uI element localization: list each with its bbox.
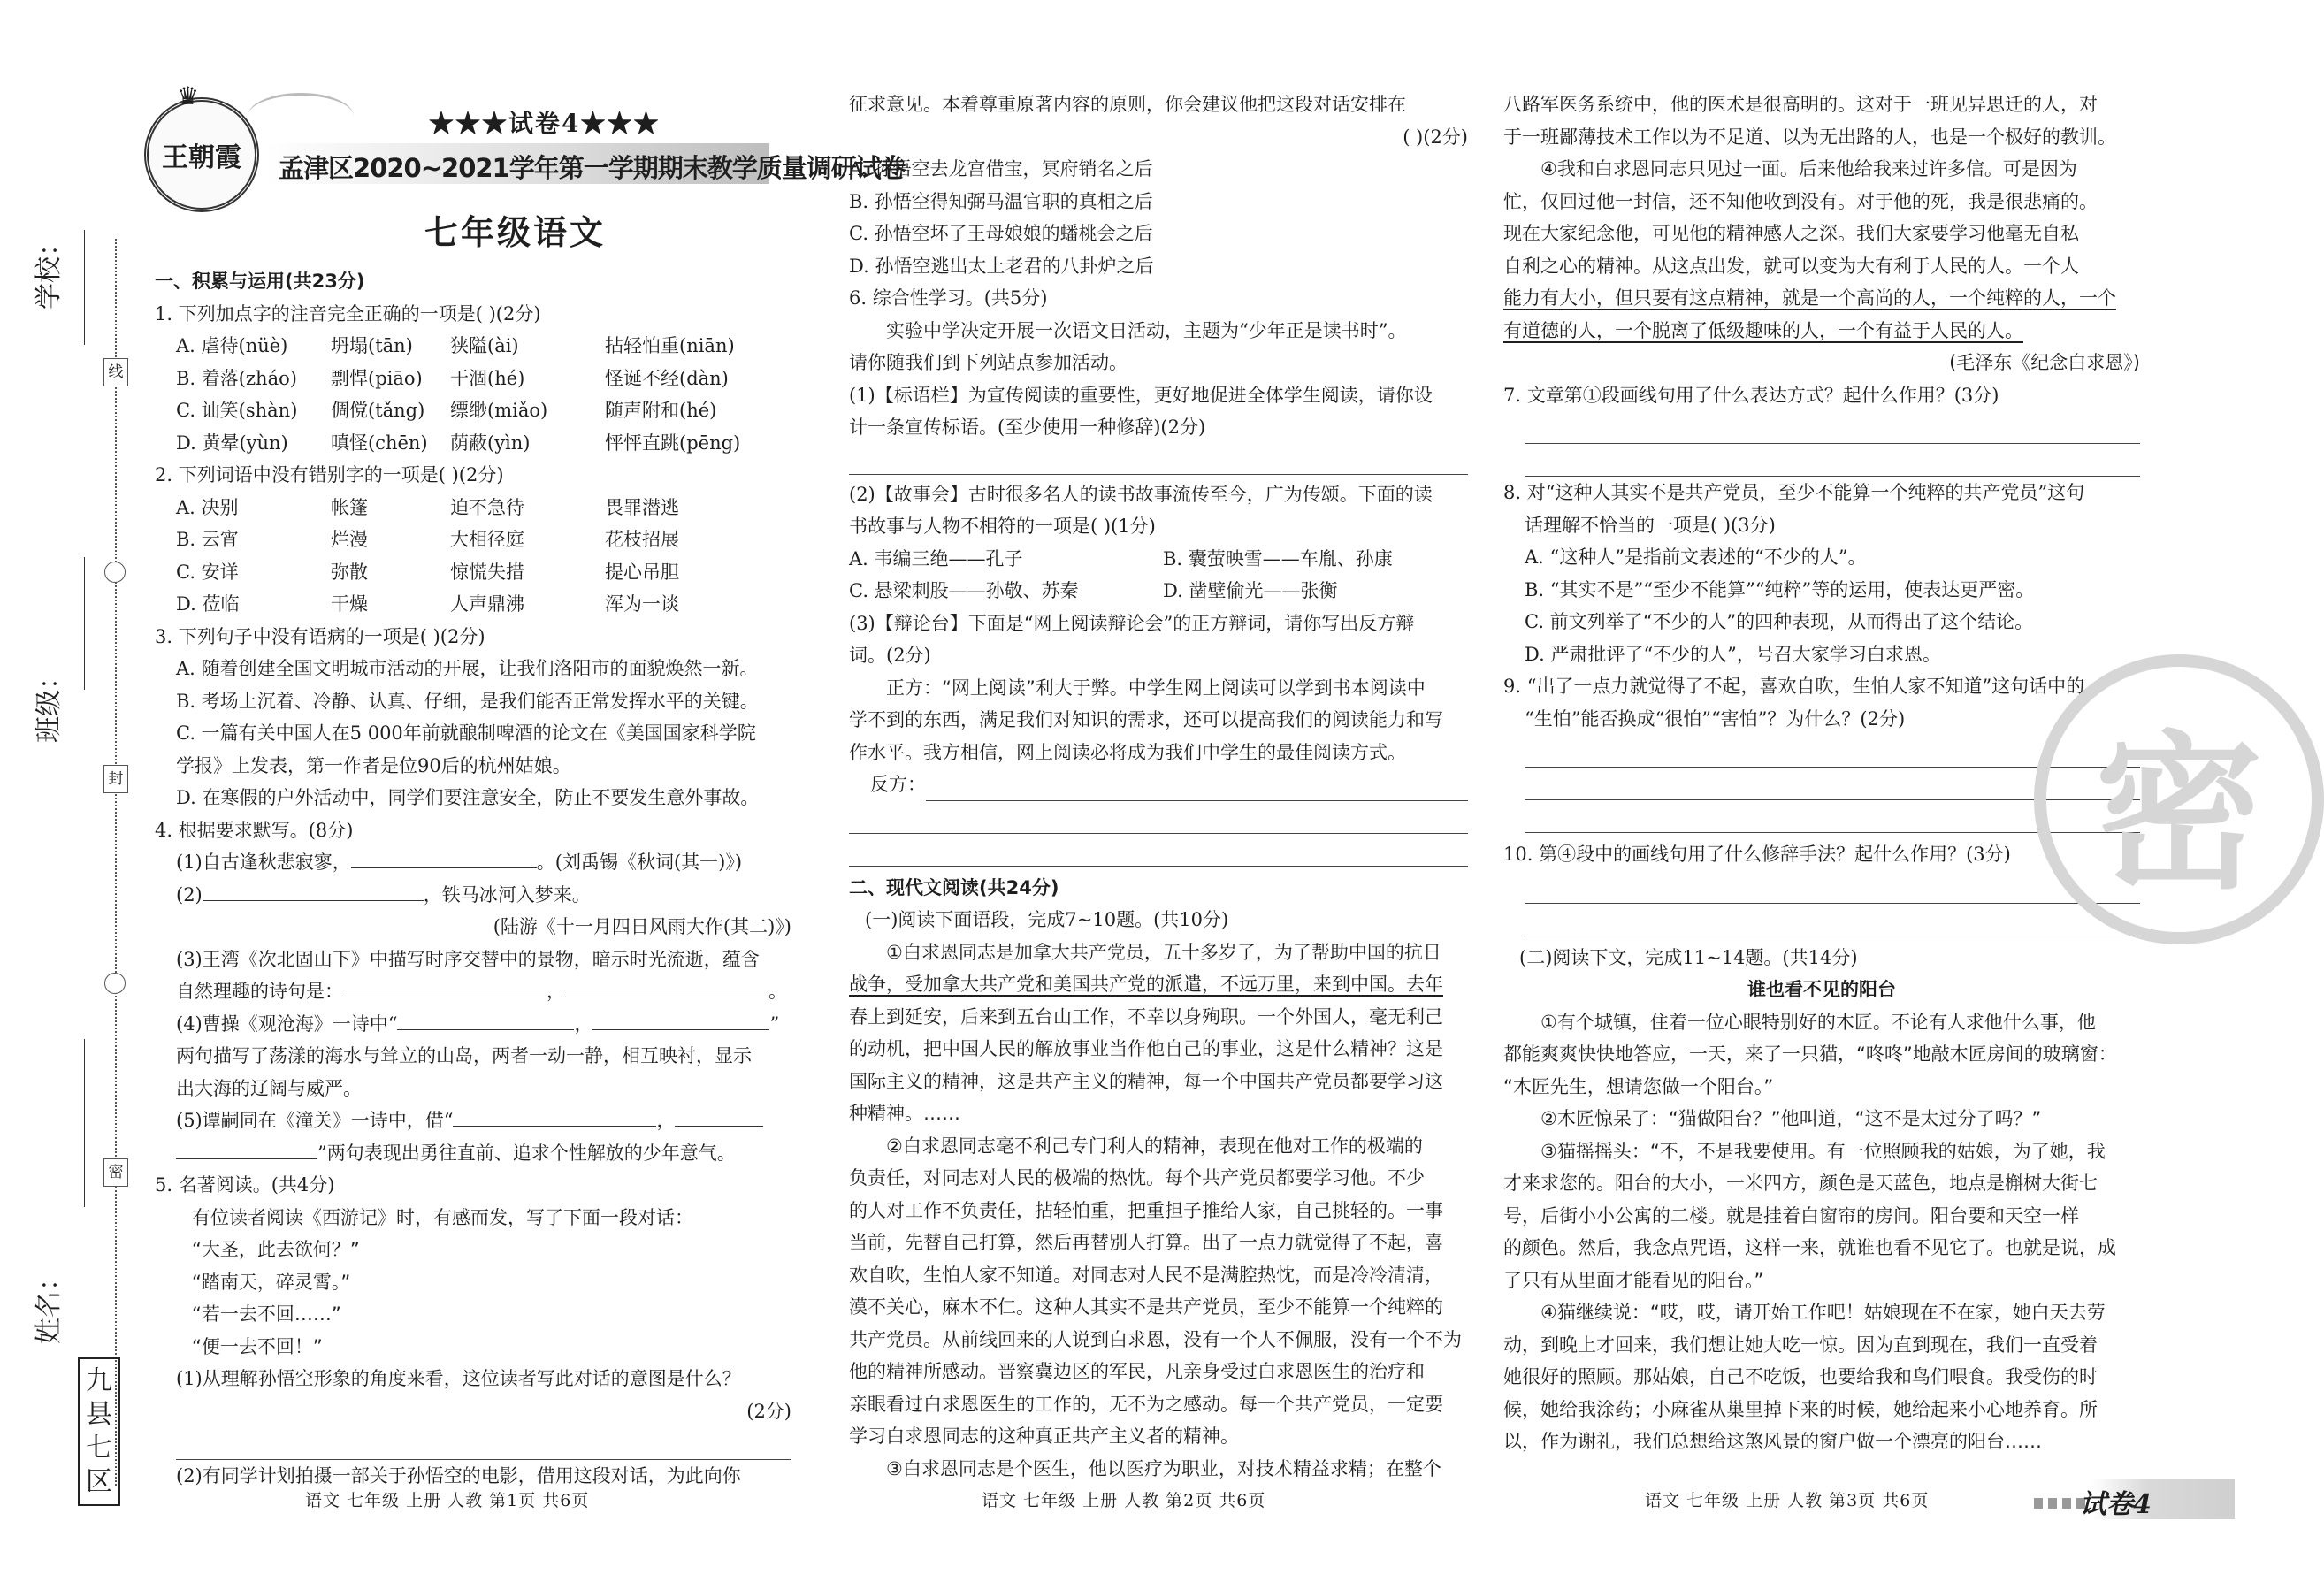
subject-title: 七年级语文 (424, 213, 607, 252)
footer-tag: 试卷4 (2080, 1489, 2152, 1520)
logo (144, 97, 259, 212)
q5-dialog-2: “踏南天，碎灵霄。” (192, 1271, 351, 1293)
q1-option-cell: 倜傥(tǎng) (331, 400, 425, 421)
q7-answer-line-2[interactable] (1525, 444, 2140, 477)
q1-option-cell: C. 讪笑(shàn) (176, 400, 298, 421)
q2-option-cell: 惊慌失措 (450, 561, 524, 583)
binding-mark-xian: 线 (103, 358, 128, 386)
q1-option-cell: 怪诞不经(dàn) (605, 367, 729, 389)
reading-1-para-2-line: 学习白求恩同志的这种真正共产主义者的精神。 (849, 1425, 1239, 1447)
exam-title: 孟津区2020~2021学年第一学期期末教学质量调研试卷 (279, 153, 906, 183)
q6-2-option[interactable]: A. 韦编三绝——孔子 (849, 547, 1023, 569)
q4-4-blank-2[interactable] (592, 1010, 769, 1030)
q5-1-question: (1)从理解孙悟空形象的角度来看，这位读者写此对话的意图是什么？ (176, 1368, 741, 1389)
reading-1-para-4-line: 现在大家纪念他，可见他的精神感人之深。我们大家要学习他毫无自私 (1503, 223, 2079, 244)
reading-1-para-3-cont (1503, 88, 2140, 153)
q4-1-source: 。(刘禹锡《秋词(其一)》) (536, 852, 743, 873)
footer-page-3: 语文 七年级 上册 人教 第3页 共6页 (1645, 1491, 1930, 1510)
debate-negative-answer[interactable] (926, 777, 1468, 801)
logo-text: 王朝霞 (162, 142, 241, 173)
q1-option-cell: 荫蔽(yìn) (450, 432, 531, 454)
q2-options (155, 492, 791, 621)
q6-2-option[interactable]: B. 囊萤映雪——车胤、孙康 (1163, 547, 1393, 569)
column-2 (849, 88, 1468, 1485)
reading-2-para-3 (1503, 1135, 2140, 1297)
q1-option-cell: 随声附和(hé) (605, 400, 717, 421)
reading-1-intro: (一)阅读下面语段，完成7~10题。(共10分) (865, 909, 1229, 930)
reading-1-para-1-line: 国际主义的精神，这是共产主义的精神，每一个中国共产党员都要学习这 (849, 1070, 1443, 1092)
reading-1-para-4 (1503, 153, 2140, 347)
q5-1-score: (2分) (746, 1400, 791, 1422)
q4-4-comma: ， (574, 1013, 593, 1035)
q10-answer-line-1[interactable] (1525, 871, 2140, 904)
reading-2-para-4-line: 动，到晚上才回来，我们想让她大吃一惊。因为直到现在，我们一直受着 (1503, 1334, 2098, 1356)
q8-stem-b: 话理解不恰当的一项是( )(3分) (1525, 514, 1776, 536)
q4-5-text: (5)谭嗣同在《潼关》一诗中，借“ (176, 1110, 454, 1131)
q1-option-row[interactable] (155, 394, 791, 427)
reading-1-para-2-line: 漠不关心，麻木不仁。这种人其实不是共产党员，至少不能算一个纯粹的 (849, 1296, 1443, 1318)
q2-option-row[interactable] (155, 492, 791, 524)
q5-2-options (849, 153, 1468, 282)
q2-option-row[interactable] (155, 588, 791, 621)
q5-2-option[interactable]: A. 孙悟空去龙宫借宝，冥府销名之后 (849, 158, 1153, 180)
q5-2-cont: 征求意见。本着尊重原著内容的原则，你会建议他把这段对话安排在 (849, 94, 1406, 115)
footer-tag-decor (2034, 1498, 2087, 1509)
q2-option-cell: A. 决别 (176, 496, 239, 518)
q1-option-cell: 嗔怪(chēn) (331, 432, 428, 454)
q5-dialog-1: “大圣，此去欲何？” (192, 1239, 360, 1260)
q6-intro-1: 实验中学决定开展一次语文日活动，主题为“少年正是读书时”。 (886, 319, 1407, 341)
name-label: 姓名： (34, 1265, 65, 1344)
q1-option-cell: 怦怦直跳(pēng) (605, 432, 741, 454)
q7-stem: 7. 文章第①段画线句用了什么表达方式？起什么作用？(3分) (1503, 384, 1999, 406)
q1-option-cell: 缥缈(miǎo) (450, 400, 548, 421)
q1-option-row[interactable] (155, 427, 791, 460)
reading-2-para-1-line: “木匠先生，想请您做一个阳台。” (1503, 1075, 1774, 1097)
q5-dialog-3: “若一去不回……” (192, 1303, 341, 1325)
q2-option-cell: 提心吊胆 (605, 561, 679, 583)
q5-1-answer-line[interactable] (176, 1427, 791, 1460)
q5-2-option[interactable]: B. 孙悟空得知弼马温官职的真相之后 (849, 190, 1153, 212)
q2-option-cell: 干燥 (331, 593, 368, 615)
q8-option[interactable]: B. “其实不是”“至少不能算”“纯粹”等的运用，使表达更严密。 (1525, 578, 2035, 600)
q2-option-cell: 迫不急待 (450, 496, 524, 518)
q1-option-row[interactable] (155, 363, 791, 395)
school-field[interactable] (84, 230, 85, 345)
reading-2-para-3-line: ③猫摇摇头：“不，不是我要使用。有一位照顾我的姑娘，为了她，我 (1540, 1140, 2106, 1162)
q4-4-text-c: 出大海的辽阔与威严。 (176, 1077, 362, 1099)
binding-circle (104, 973, 126, 994)
q5-stem: 5. 名著阅读。(共4分) (155, 1174, 335, 1196)
series-label: ★★★试卷4★★★ (429, 109, 661, 138)
q4-3-blank-1[interactable] (343, 977, 547, 997)
binding-dashed-line (115, 239, 117, 1486)
q3-option-a[interactable]: A. 随着创建全国文明城市活动的开展，让我们洛阳市的面貌焕然一新。 (176, 658, 759, 679)
q3-option-c[interactable]: C. 一篇有关中国人在5 000年前就酿制啤酒的论文在《美国国家科学院 (176, 722, 756, 744)
q2-option-cell: 人声鼎沸 (450, 593, 524, 615)
reading-2-para-4-line: 她很好的照顾。那姑娘，自己不吃饭，也要给我和鸟们喂食。我受伤的时 (1503, 1366, 2098, 1387)
q6-3-question-b: 词。(2分) (849, 645, 931, 666)
logo-crown-icon: ♛ (177, 81, 200, 111)
q8-option[interactable]: D. 严肃批评了“不少的人”，号召大家学习白求恩。 (1525, 643, 1941, 665)
reading-1-para-1-line: 种精神。…… (849, 1103, 960, 1124)
q2-option-cell: D. 莅临 (176, 593, 240, 615)
q6-1-question-b: 计一条宣传标语。(至少使用一种修辞)(2分) (849, 417, 1206, 438)
q1-option-cell: 坍塌(tān) (331, 335, 413, 356)
reading-1-para-3-line: 于一班鄙薄技术工作以为不足道、以为无出路的人，也是一个极好的教训。 (1503, 126, 2116, 148)
q4-5-blank-3[interactable] (176, 1139, 317, 1159)
q5-2-question: (2)有同学计划拍摄一部关于孙悟空的电影，借用这段对话，为此向你 (176, 1465, 741, 1486)
q4-3-blank-2[interactable] (565, 977, 768, 997)
q4-3-text: (3)王湾《次北固山下》中描写时序交替中的景物，暗示时光流逝，蕴含 (176, 948, 760, 970)
reading-1-para-4-line: 自利之心的精神。从这点出发，就可以变为大有利于人民的人。一个人 (1503, 255, 2079, 277)
school-label: 学校： (34, 230, 65, 310)
q4-1-text: (1)自古逢秋悲寂寥， (176, 852, 351, 873)
column-1 (155, 265, 791, 1493)
q5-2-score: ( )(2分) (1403, 126, 1468, 148)
q2-option-cell: B. 云宵 (176, 529, 239, 550)
debate-affirmative-1: 正方：“网上阅读”利大于弊。中学生网上阅读可以学到书本阅读中 (886, 676, 1426, 699)
q2-option-row[interactable] (155, 524, 791, 556)
q2-option-cell: 弥散 (331, 561, 368, 583)
q4-stem: 4. 根据要求默写。(8分) (155, 819, 354, 841)
q1-option-cell: 干涸(hé) (450, 367, 525, 389)
logo-ribbon-icon (248, 93, 354, 140)
q3-option-b[interactable]: B. 考场上沉着、冷静、认真、仔细，是我们能否正常发挥水平的关键。 (176, 690, 759, 712)
q10-answer-line-2[interactable] (1525, 904, 2140, 936)
reading-1-para-4-line: 有道德的人，一个脱离了低级趣味的人，一个有益于人民的人。 (1503, 319, 2023, 341)
name-field[interactable] (84, 1039, 85, 1207)
reading-1-para-1-line: ①白求恩同志是加拿大共产党员，五十多岁了，为了帮助中国的抗日 (886, 941, 1441, 963)
debate-negative-label: 反方： (870, 774, 926, 795)
footer-page-2: 语文 七年级 上册 人教 第2页 共6页 (982, 1491, 1266, 1510)
reading-1-para-2-line: 共产党员。从前线回来的人说到白求恩，没有一个人不佩服，没有一个不为 (849, 1328, 1462, 1350)
reading-2-para-3-line: 了只有从里面才能看见的阳台。” (1503, 1269, 1764, 1291)
q4-4-quote: ” (769, 1013, 780, 1035)
q6-2-option[interactable]: D. 凿壁偷光——张衡 (1163, 580, 1338, 601)
q6-2-option[interactable]: C. 悬梁刺股——孙敬、苏秦 (849, 580, 1079, 601)
q6-2-question-b: 书故事与人物不相符的一项是( )(1分) (849, 516, 1156, 537)
reading-1-para-2-line: ②白求恩同志毫不利己专门利人的精神，表现在他对工作的极端的 (886, 1135, 1423, 1157)
debate-affirmative-2: 学不到的东西，满足我们对知识的需求，还可以提高我们的阅读能力和写 (849, 709, 1443, 730)
q1-option-cell: A. 虐待(nüè) (176, 335, 288, 356)
reading-1-para-2-line: 当前，先替自己打算，然后再替别人打算。出了一点力就觉得了不起，喜 (849, 1232, 1443, 1253)
section-1-heading: 一、积累与运用(共23分) (155, 271, 365, 292)
reading-1-source: (毛泽东《纪念白求恩》) (1949, 352, 2140, 373)
q2-option-cell: 烂漫 (331, 529, 368, 550)
reading-1-para-1-line: 春上到延安，后来到五台山工作，不幸以身殉职。一个外国人，毫无利己 (849, 1005, 1443, 1028)
q4-5-comma: ， (656, 1110, 676, 1131)
q4-3-comma: ， (547, 981, 565, 1002)
reading-2-para-4-line: 候，她给我涂药；小麻雀从巢里掉下来的时候，她给起来小心地养育。所 (1503, 1398, 2098, 1420)
reading-1-para-2-line: 亲眼看过白求恩医生的工作的，无不为之感动。每一个共产党员，一定要 (849, 1393, 1443, 1415)
watermark-text: 密 (2094, 715, 2263, 912)
reading-1-para-2-line: 他的精神所感动。晋察冀边区的军民，凡亲身受过白求恩医生的治疗和 (849, 1361, 1425, 1382)
q5-intro: 有位读者阅读《西游记》时，有感而发，写了下面一段对话： (192, 1206, 693, 1228)
q4-4-text: (4)曹操《观沧海》一诗中“ (176, 1013, 398, 1035)
reading-2-title: 谁也看不见的阳台 (1747, 979, 1896, 1000)
section-2-heading: 二、现代文阅读(共24分) (849, 876, 1059, 898)
reading-2-para-2: ②木匠惊呆了：“猫做阳台？”他叫道，“这不是太过分了吗？” (1540, 1108, 2042, 1129)
q6-1-question: (1)【标语栏】为宣传阅读的重要性，更好地促进全体学生阅读，请你设 (849, 384, 1433, 406)
q6-stem: 6. 综合性学习。(共5分) (849, 287, 1048, 309)
q4-2-blank[interactable] (203, 881, 424, 901)
reading-2-para-4-line: 以，作为谢礼，我们总想给这煞风景的窗户做一个漂亮的阳台…… (1503, 1431, 2042, 1452)
q4-2-text-b: ，铁马冰河入梦来。 (423, 883, 591, 906)
reading-2-para-4 (1503, 1296, 2140, 1458)
q1-option-cell: 拈轻怕重(niān) (605, 335, 735, 356)
q3-option-c-cont: 学报》上发表，第一作者是位90后的杭州姑娘。 (176, 754, 571, 776)
class-label: 班级： (34, 663, 65, 743)
q4-2-text: (2) (176, 883, 203, 906)
reading-1-para-2 (849, 1130, 1468, 1453)
reading-1-para-2-line: 负责任，对同志对人民的极端的热忱。每个共产党员都要学习他。不少 (849, 1167, 1425, 1188)
reading-2-para-1-line: 都能爽爽快快地答应，一天，来了一只猫，“咚咚”地敲木匠房间的玻璃窗： (1503, 1043, 2117, 1065)
q4-2-source: (陆游《十一月四日风雨大作(其二)》) (493, 916, 791, 937)
debate-answer-line-3[interactable] (849, 834, 1468, 867)
binding-mark-mi: 密 (103, 1158, 128, 1187)
class-field[interactable] (84, 557, 85, 690)
q1-option-cell: B. 着落(zháo) (176, 367, 297, 389)
q8-option[interactable]: A. “这种人”是指前文表述的“不少的人”。 (1525, 546, 1867, 568)
q2-option-cell: 浑为一谈 (605, 593, 679, 615)
binding-circle (104, 562, 126, 583)
q5-dialog-4: “便一去不回！” (192, 1335, 323, 1357)
reading-1-para-3-start: ③白求恩同志是个医生，他以医疗为职业，对技术精益求精；在整个 (886, 1457, 1441, 1479)
q4-5-blank-1[interactable] (453, 1106, 656, 1127)
q4-1-blank[interactable] (351, 848, 537, 868)
q3-option-d[interactable]: D. 在寒假的户外活动中，同学们要注意安全，防止不要发生意外事故。 (176, 787, 760, 808)
reading-2-para-1-line: ①有个城镇，住着一位心眼特别好的木匠。不论有人求他什么事，他 (1540, 1011, 2096, 1033)
q6-1-answer-line[interactable] (849, 444, 1468, 475)
reading-1-para-1-line: 战争，受加拿大共产党和美国共产党的派遣，不远万里，来到中国。去年 (849, 974, 1443, 995)
q8-stem: 8. 对“这种人其实不是共产党员，至少不能算一个纯粹的共产党员”这句 (1503, 482, 2085, 503)
q9-stem: 9. “出了一点力就觉得了不起，喜欢自吹，生怕人家不知道”这句话中的 (1503, 676, 2085, 697)
q2-option-cell: 帐篷 (331, 496, 368, 518)
binding-mark-feng: 封 (103, 765, 128, 793)
q6-3-question: (3)【辩论台】下面是“网上阅读辩论会”的正方辩词，请你写出反方辩 (849, 612, 1415, 634)
q4-4-text-b: 两句描写了荡漾的海水与耸立的山岛，两者一动一静，相互映衬，显示 (176, 1045, 752, 1066)
q3-stem: 3. 下列句子中没有语病的一项是( )(2分) (155, 625, 485, 647)
q5-2-option[interactable]: D. 孙悟空逃出太上老君的八卦炉之后 (849, 255, 1154, 277)
q1-option-cell: 狭隘(ài) (450, 335, 519, 356)
q4-3-end: 。 (768, 981, 787, 1002)
reading-2-para-3-line: 才来求您的。阳台的大小，一米四方，颜色是天蓝色，地点是槲树大街七 (1503, 1173, 2098, 1194)
q4-4-blank-1[interactable] (397, 1010, 574, 1030)
q2-option-cell: 花枝招展 (605, 529, 679, 550)
q6-intro-2: 请你随我们到下列站点参加活动。 (849, 352, 1128, 373)
reading-1-para-4-line: 能力有大小，但只要有这点精神，就是一个高尚的人，一个纯粹的人，一个 (1503, 287, 2116, 309)
region-label: 九县七区 (78, 1357, 120, 1506)
q2-option-cell: C. 安详 (176, 561, 239, 583)
reading-2-para-3-line: 的颜色。然后，我念点咒语，这样一来，就谁也看不见它了。也就是说，成 (1503, 1237, 2116, 1258)
q4-5-blank-2[interactable] (675, 1106, 763, 1127)
q6-2-question: (2)【故事会】古时很多名人的读书故事流传至今，广为传颂。下面的读 (849, 483, 1433, 505)
q2-option-row[interactable] (155, 556, 791, 589)
reading-1-para-4-line: 忙，仅回过他一封信，还不知他收到没有。对于他的死，我是很悲痛的。 (1503, 190, 2098, 212)
binding-strip (34, 230, 159, 1497)
reading-1-para-1 (849, 936, 1468, 1130)
reading-2-para-3-line: 号，后街小小公寓的二楼。就是挂着白窗帘的房间。阳台要和天空一样 (1503, 1204, 2079, 1227)
watermark-seal (2034, 654, 2324, 944)
q2-stem: 2. 下列词语中没有错别字的一项是( )(2分) (155, 464, 504, 485)
reading-1-para-3-line: 八路军医务系统中，他的医术是很高明的。这对于一班见异思迁的人，对 (1503, 94, 2098, 115)
reading-2-para-4-line: ④猫继续说：“哎，哎，请开始工作吧！姑娘现在不在家，她白天去劳 (1540, 1302, 2106, 1323)
q5-2-option[interactable]: C. 孙悟空坏了王母娘娘的蟠桃会之后 (849, 223, 1153, 244)
q1-option-cell: 剽悍(piāo) (331, 367, 423, 389)
q7-answer-line-1[interactable] (1525, 411, 2140, 444)
q2-option-cell: 畏罪潜逃 (605, 496, 679, 518)
reading-1-para-2-line: 欢自吹，生怕人家不知道。对同志对人民不是满腔热忱，而是冷冷清清， (849, 1264, 1443, 1286)
q4-5-text-b: ”两句表现出勇往直前、追求个性解放的少年意气。 (317, 1142, 736, 1164)
q1-option-row[interactable] (155, 330, 791, 363)
reading-2-intro: (二)阅读下文，完成11~14题。(共14分) (1519, 946, 1858, 968)
q8-option[interactable]: C. 前文列举了“不少的人”的四种表现，从而得出了这个结论。 (1525, 611, 2034, 632)
reading-1-para-4-line: ④我和白求恩同志只见过一面。后来他给我来过许多信。可是因为 (1540, 158, 2077, 180)
q1-stem: 1. 下列加点字的注音完全正确的一项是( )(2分) (155, 302, 541, 325)
reading-2-para-1 (1503, 1006, 2140, 1104)
q2-option-cell: 大相径庭 (450, 529, 524, 550)
debate-affirmative-3: 作水平。我方相信，网上阅读必将成为我们中学生的最佳阅读方式。 (849, 741, 1406, 763)
q6-2-options (849, 543, 1468, 608)
q9-stem-b: “生怕”能否换成“很怕”“害怕”？为什么？(2分) (1525, 707, 1906, 730)
q10-stem: 10. 第④段中的画线句用了什么修辞手法？起什么作用？(3分) (1503, 844, 2011, 865)
footer-page-1: 语文 七年级 上册 人教 第1页 共6页 (305, 1491, 590, 1510)
q1-options (155, 330, 791, 459)
debate-answer-line-2[interactable] (849, 801, 1468, 834)
reading-1-para-1-line: 的动机，把中国人民的解放事业当作他自己的事业，这是什么精神？这是 (849, 1038, 1443, 1059)
q1-option-cell: D. 黄晕(yùn) (176, 432, 288, 454)
q4-3-text-b: 自然理趣的诗句是： (176, 981, 343, 1002)
q8-options (1503, 541, 2140, 670)
reading-1-para-2-line: 的人对工作不负责任，拈轻怕重，把重担子推给人家，自己挑轻的。一事 (849, 1199, 1443, 1221)
